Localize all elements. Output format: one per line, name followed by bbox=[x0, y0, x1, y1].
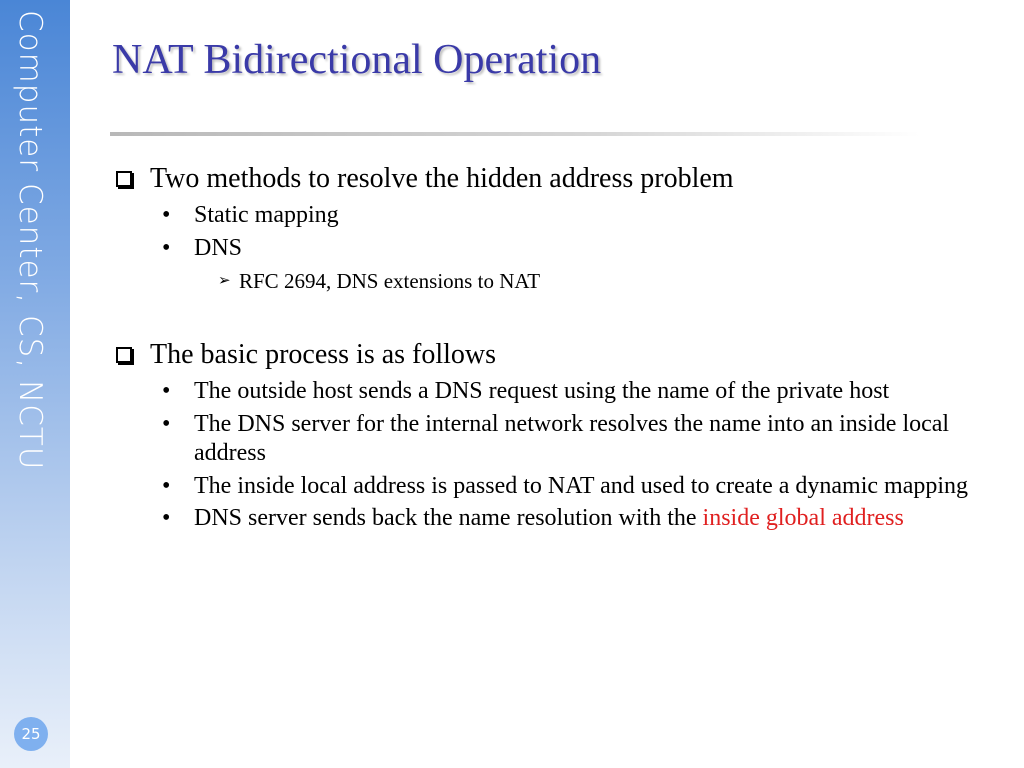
page-number-badge: 25 bbox=[14, 717, 48, 751]
bullet-dot-icon: • bbox=[162, 202, 171, 228]
title-divider bbox=[110, 132, 920, 136]
highlighted-text: inside global address bbox=[702, 505, 904, 531]
section-heading bbox=[112, 336, 992, 374]
bullet-dot-icon: • bbox=[162, 505, 171, 531]
sidebar bbox=[0, 0, 70, 768]
checkbox-icon bbox=[116, 347, 132, 363]
list-item-text: The inside local address is passed to NAT and used to create a dynamic mapping bbox=[194, 472, 969, 499]
slide-body bbox=[112, 160, 992, 534]
list-item bbox=[112, 377, 992, 407]
list-item-text: DNS server sends back the name resolution with the bbox=[194, 505, 703, 531]
list-item-text: The DNS server for the internal network resolves the name into an inside local address bbox=[194, 410, 950, 466]
section-heading bbox=[112, 160, 992, 198]
sub-list-item bbox=[112, 266, 992, 296]
bullet-dot-icon: • bbox=[162, 234, 171, 261]
bullet-dot-icon: • bbox=[162, 410, 171, 437]
list-item-text: Static mapping bbox=[194, 202, 339, 228]
slide-title: NAT Bidirectional Operation bbox=[112, 37, 602, 83]
list-item bbox=[112, 504, 992, 534]
list-item bbox=[112, 201, 992, 231]
sidebar-label: Computer Center, CS, NCTU bbox=[12, 10, 48, 471]
bullet-dot-icon: • bbox=[162, 378, 171, 404]
list-item bbox=[112, 410, 992, 469]
list-item-text: DNS bbox=[194, 234, 243, 261]
bullet-dot-icon: • bbox=[162, 472, 171, 499]
list-item-text: The outside host sends a DNS request using the name of the private host bbox=[194, 378, 890, 404]
section-heading-text: Two methods to resolve the hidden address problem bbox=[150, 163, 734, 194]
list-item bbox=[112, 234, 992, 264]
arrow-bullet-icon: ➢ bbox=[218, 273, 231, 289]
list-item bbox=[112, 472, 992, 502]
section-heading-text: The basic process is as follows bbox=[150, 339, 497, 370]
checkbox-icon bbox=[116, 171, 132, 187]
sub-list-item-text: RFC 2694, DNS extensions to NAT bbox=[239, 269, 541, 293]
